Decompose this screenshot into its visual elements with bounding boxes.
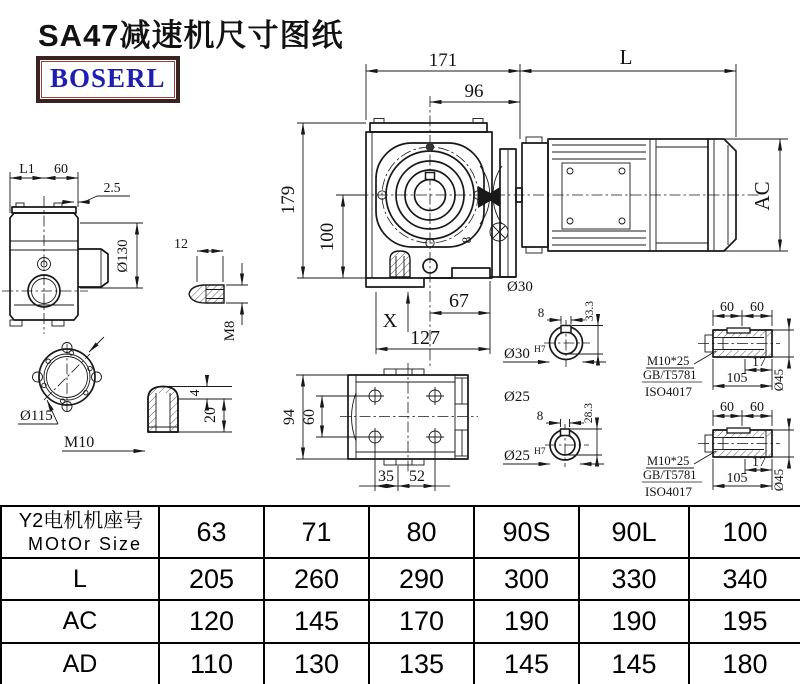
dim-60b: 60	[750, 300, 764, 315]
cell-AD-71: 130	[264, 643, 369, 684]
table-row-L	[1, 558, 800, 600]
dim-key8-30: 8	[537, 305, 545, 320]
cell-L-71: 260	[264, 558, 369, 600]
dim-105: 105	[726, 371, 748, 386]
shaft-detail-lower	[642, 400, 794, 499]
dim-dia25H7: Ø25	[504, 448, 530, 464]
gearbox-front-view	[366, 119, 516, 288]
cell-AC-100: 195	[689, 600, 800, 643]
dim-17: 17	[752, 355, 766, 370]
label-gb-t5781: GB/T5781	[643, 368, 697, 382]
dim-L1: L1	[19, 162, 35, 177]
dim-dia30: Ø30	[507, 279, 533, 295]
oil-plug	[390, 251, 410, 277]
dim-dia130: Ø130	[115, 239, 131, 273]
gearbox-side-view	[2, 162, 143, 334]
cell-L-90S: 300	[474, 558, 579, 600]
cell-AC-71: 145	[264, 600, 369, 643]
dim-dia45: Ø45	[771, 368, 786, 392]
dim-L: L	[619, 45, 633, 69]
dim-100: 100	[317, 222, 338, 252]
label-m10x25: M10*25	[647, 354, 690, 368]
col-71: 71	[264, 506, 369, 558]
dim-key8-25: 8	[536, 408, 544, 423]
header-en: MOtOr Size	[27, 534, 142, 554]
bore-section-25	[503, 389, 604, 467]
dim-94: 94	[281, 409, 298, 425]
cell-AD-80: 135	[369, 643, 474, 684]
row-label-L: L	[1, 558, 159, 600]
col-100: 100	[689, 506, 800, 558]
dim-179: 179	[278, 185, 299, 215]
cell-L-90L: 330	[579, 558, 689, 600]
dim-2-5: 2.5	[103, 180, 121, 195]
flange-hole-top	[426, 143, 434, 151]
brand-text: BOSERL	[50, 63, 166, 93]
dim-M8: M8	[222, 320, 238, 342]
dim-X: X	[382, 310, 398, 332]
dim-60-bottom: 60	[301, 409, 318, 425]
m8-bolt-detail	[174, 237, 248, 341]
col-90L: 90L	[579, 506, 689, 558]
m10-bolt-detail	[62, 379, 232, 451]
dim-67: 67	[449, 290, 469, 312]
shaft-detail-upper	[642, 300, 794, 399]
dim-12: 12	[174, 237, 188, 252]
cell-AC-63: 120	[159, 600, 264, 643]
header-cn: Y2电机机座号	[18, 510, 144, 532]
dim-35: 35	[378, 468, 394, 485]
dim-M10: M10	[64, 434, 95, 451]
dimension-table	[0, 505, 800, 684]
dim-60-side: 60	[54, 162, 68, 177]
label-iso4017: ISO4017	[645, 384, 692, 399]
tolerance-H7: H7	[534, 345, 546, 355]
dim-dia25: Ø25	[504, 389, 530, 405]
row-label-AC: AC	[1, 600, 159, 643]
dim-AC: AC	[750, 181, 774, 211]
dim-52: 52	[409, 468, 425, 485]
dim-96: 96	[464, 81, 484, 102]
col-80: 80	[369, 506, 474, 558]
output-flange-view	[18, 337, 104, 424]
motor-size-header	[1, 506, 159, 558]
col-90S: 90S	[474, 506, 579, 558]
cell-AC-90L: 190	[579, 600, 689, 643]
dim-33-3: 33.3	[584, 300, 596, 322]
top-dimensions	[366, 45, 736, 139]
cell-L-80: 290	[369, 558, 474, 600]
cell-AD-90L: 145	[579, 643, 689, 684]
cell-AC-90S: 190	[474, 600, 579, 643]
cell-AD-63: 110	[159, 643, 264, 684]
dim-28-3: 28.3	[583, 402, 595, 424]
table-header-row	[1, 506, 800, 558]
row-label-AD: AD	[1, 643, 159, 684]
table-row-AC	[1, 600, 800, 643]
col-63: 63	[159, 506, 264, 558]
dim-171: 171	[428, 50, 458, 71]
page-title: SA47减速机尺寸图纸	[38, 18, 344, 53]
gearbox-bottom-view	[281, 363, 478, 491]
cell-L-100: 340	[689, 558, 800, 600]
tolerance-H7: H7	[534, 447, 546, 457]
dim-8-plug: 8	[459, 236, 474, 244]
cell-L-63: 205	[159, 558, 264, 600]
cell-AC-80: 170	[369, 600, 474, 643]
dim-60a: 60	[720, 300, 734, 315]
bore-section-30	[503, 301, 606, 367]
dim-dia115: Ø115	[20, 408, 53, 424]
dim-20: 20	[202, 407, 219, 423]
cell-AD-90S: 145	[474, 643, 579, 684]
cell-AD-100: 180	[689, 643, 800, 684]
dim-dia30H7: Ø30	[504, 346, 530, 362]
dim-4: 4	[188, 389, 203, 397]
dim-127: 127	[410, 327, 440, 349]
table-row-AD	[1, 643, 800, 684]
